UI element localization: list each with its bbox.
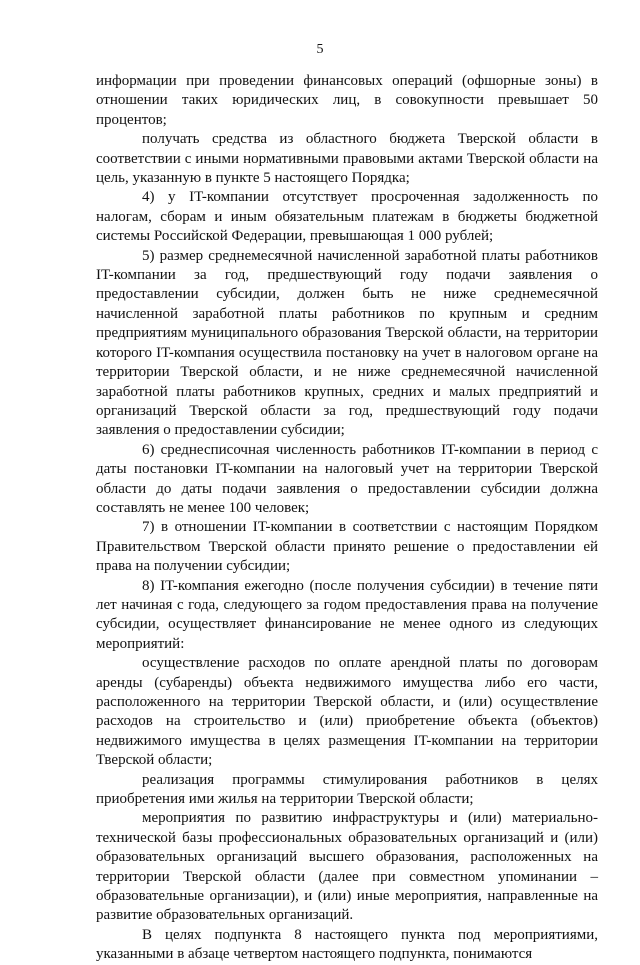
page-number: 5 (316, 42, 324, 57)
paragraph-definition: В целях подпункта 8 настоящего пункта под мероприятиями, указанными в абзаце четвертом настоящего подпункта, понимаются (96, 926, 598, 963)
paragraph-rent-expenses: осуществление расходов по оплате арендной платы по договорам аренды (субаренды) объекта недвижимого имущества либо его части, расположенного на территории Тверской области, и (или) осуществление расходов на строительство и (или) приобретение объекта (объектов) недвижимого имущества в целях размещения IT-компании на территории Тверской области; (96, 655, 598, 769)
paragraph-regional-budget: получать средства из областного бюджета Тверской области в соответствии с иными нормативными правовыми актами Тверской области на цель, указанную в пункте 5 настоящего Порядка; (96, 131, 598, 187)
paragraph-item-8: 8) IT-компания ежегодно (после получения субсидии) в течение пяти лет начиная с года, следующего за годом предоставления права на получение субсидии, осуществляет финансирование не менее одного из следующих мероприятий: (96, 577, 598, 652)
paragraph-item-5: 5) размер среднемесячной начисленной заработной платы работников IT-компании за год, предшествующий году подачи заявления о предоставлении субсидии, должен быть не ниже среднемесячной начисленной заработной платы работников по крупным и средним предприятиям муниципального образования Тверской области, на территории которого IT-компания осуществила постановку на учет в налоговом органе на территории Тверской области, и не ниже среднемесячной начисленной заработной платы работников крупных, средних и малых предприятий и организаций Тверской области за год, предшествующий году подачи заявления о предоставлении субсидии; (96, 247, 598, 439)
paragraph-education-infrastructure: мероприятия по развитию инфраструктуры и (или) материально-технической базы профессиональных образовательных организаций и (или) образовательных организаций высшего образования, расположенных на территории Тверской области (далее при совместном упоминании – образовательные организации), и (или) иные мероприятия, направленные на развитие образовательных организаций. (96, 810, 598, 924)
document-body (96, 72, 598, 965)
paragraph-continuation: информации при проведении финансовых операций (офшорные зоны) в отношении таких юридических лиц, в совокупности превышает 50 процентов; (96, 73, 598, 128)
paragraph-housing-program: реализация программы стимулирования работников в целях приобретения ими жилья на территории Тверской области; (96, 771, 598, 808)
paragraph-item-6: 6) среднесписочная численность работников IT-компании в период с даты постановки IT-компании на налоговый учет на территории Тверской области до даты подачи заявления о предоставлении субсидии должна составлять не менее 100 человек; (96, 441, 598, 516)
paragraph-item-7: 7) в отношении IT-компании в соответствии с настоящим Порядком Правительством Тверской области принято решение о предоставлении ей права на получении субсидии; (96, 519, 598, 575)
paragraph-item-4: 4) у IT-компании отсутствует просроченная задолженность по налогам, сборам и иным обязательным платежам в бюджеты бюджетной системы Российской Федерации, превышающая 1 000 рублей; (96, 189, 598, 245)
